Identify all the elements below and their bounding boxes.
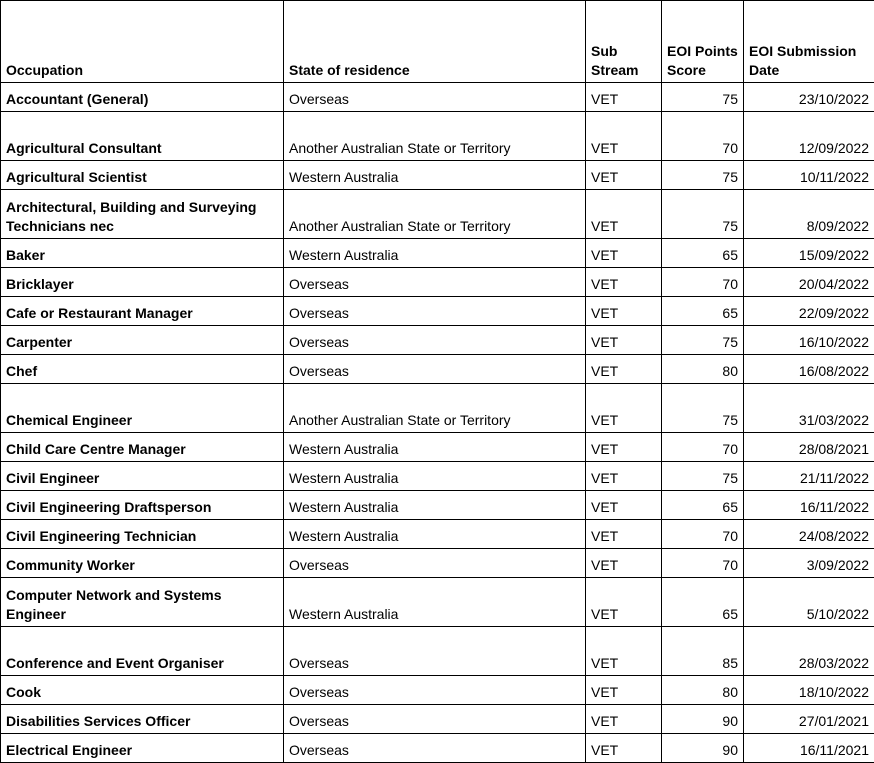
table-row — [1, 734, 874, 763]
table-row — [1, 520, 874, 549]
table-row — [1, 491, 874, 520]
cell-date: 3/09/2022 — [744, 549, 874, 578]
cell-substream: VET — [586, 190, 662, 239]
cell-points: 75 — [662, 326, 744, 355]
column-header-date: EOI Submission Date — [744, 1, 874, 83]
cell-state: Overseas — [284, 268, 586, 297]
cell-substream: VET — [586, 549, 662, 578]
cell-occupation: Agricultural Scientist — [1, 161, 284, 190]
cell-date: 18/10/2022 — [744, 676, 874, 705]
cell-state: Western Australia — [284, 578, 586, 627]
cell-occupation: Community Worker — [1, 549, 284, 578]
cell-substream: VET — [586, 734, 662, 763]
table-row — [1, 433, 874, 462]
column-header-points: EOI Points Score — [662, 1, 744, 83]
table-row — [1, 578, 874, 627]
cell-state: Overseas — [284, 297, 586, 326]
cell-date: 31/03/2022 — [744, 384, 874, 433]
cell-substream: VET — [586, 491, 662, 520]
cell-date: 10/11/2022 — [744, 161, 874, 190]
cell-points: 75 — [662, 161, 744, 190]
table-row — [1, 549, 874, 578]
cell-state: Overseas — [284, 705, 586, 734]
cell-state: Western Australia — [284, 433, 586, 462]
table-row — [1, 355, 874, 384]
cell-points: 90 — [662, 734, 744, 763]
cell-date: 22/09/2022 — [744, 297, 874, 326]
cell-state: Western Australia — [284, 491, 586, 520]
cell-occupation: Bricklayer — [1, 268, 284, 297]
cell-points: 65 — [662, 239, 744, 268]
cell-substream: VET — [586, 433, 662, 462]
cell-state: Western Australia — [284, 520, 586, 549]
cell-date: 28/08/2021 — [744, 433, 874, 462]
cell-state: Another Australian State or Territory — [284, 112, 586, 161]
column-header-state: State of residence — [284, 1, 586, 83]
table-row — [1, 676, 874, 705]
cell-points: 85 — [662, 627, 744, 676]
cell-occupation: Civil Engineering Technician — [1, 520, 284, 549]
cell-date: 5/10/2022 — [744, 578, 874, 627]
cell-date: 12/09/2022 — [744, 112, 874, 161]
cell-date: 21/11/2022 — [744, 462, 874, 491]
cell-occupation: Disabilities Services Officer — [1, 705, 284, 734]
cell-points: 70 — [662, 433, 744, 462]
cell-points: 90 — [662, 705, 744, 734]
table-row — [1, 462, 874, 491]
table-row — [1, 326, 874, 355]
cell-occupation: Civil Engineering Draftsperson — [1, 491, 284, 520]
table-row — [1, 297, 874, 326]
table-row — [1, 384, 874, 433]
table-row — [1, 705, 874, 734]
cell-date: 28/03/2022 — [744, 627, 874, 676]
cell-substream: VET — [586, 326, 662, 355]
cell-substream: VET — [586, 297, 662, 326]
column-header-substream: Sub Stream — [586, 1, 662, 83]
cell-substream: VET — [586, 239, 662, 268]
cell-substream: VET — [586, 578, 662, 627]
cell-date: 8/09/2022 — [744, 190, 874, 239]
table-row — [1, 83, 874, 112]
cell-substream: VET — [586, 161, 662, 190]
cell-state: Western Australia — [284, 161, 586, 190]
cell-state: Overseas — [284, 627, 586, 676]
cell-state: Overseas — [284, 83, 586, 112]
cell-occupation: Civil Engineer — [1, 462, 284, 491]
cell-points: 70 — [662, 549, 744, 578]
cell-occupation: Agricultural Consultant — [1, 112, 284, 161]
cell-points: 65 — [662, 578, 744, 627]
cell-points: 75 — [662, 462, 744, 491]
table-row — [1, 268, 874, 297]
cell-substream: VET — [586, 384, 662, 433]
cell-points: 65 — [662, 297, 744, 326]
cell-occupation: Architectural, Building and Surveying Technicians nec — [1, 190, 284, 239]
table-header — [1, 1, 874, 83]
cell-points: 80 — [662, 676, 744, 705]
cell-points: 65 — [662, 491, 744, 520]
cell-points: 75 — [662, 190, 744, 239]
cell-state: Another Australian State or Territory — [284, 384, 586, 433]
cell-substream: VET — [586, 520, 662, 549]
table-row — [1, 239, 874, 268]
cell-points: 80 — [662, 355, 744, 384]
table-row — [1, 627, 874, 676]
table-row — [1, 190, 874, 239]
cell-date: 16/08/2022 — [744, 355, 874, 384]
cell-points: 70 — [662, 268, 744, 297]
cell-occupation: Accountant (General) — [1, 83, 284, 112]
header-row — [1, 1, 874, 83]
cell-date: 23/10/2022 — [744, 83, 874, 112]
cell-state: Overseas — [284, 355, 586, 384]
cell-date: 15/09/2022 — [744, 239, 874, 268]
cell-substream: VET — [586, 627, 662, 676]
cell-occupation: Electrical Engineer — [1, 734, 284, 763]
cell-state: Another Australian State or Territory — [284, 190, 586, 239]
cell-occupation: Child Care Centre Manager — [1, 433, 284, 462]
cell-points: 70 — [662, 520, 744, 549]
cell-state: Overseas — [284, 326, 586, 355]
column-header-occupation: Occupation — [1, 1, 284, 83]
cell-substream: VET — [586, 112, 662, 161]
cell-date: 16/11/2021 — [744, 734, 874, 763]
cell-date: 16/10/2022 — [744, 326, 874, 355]
cell-date: 16/11/2022 — [744, 491, 874, 520]
table-row — [1, 112, 874, 161]
cell-date: 24/08/2022 — [744, 520, 874, 549]
cell-substream: VET — [586, 355, 662, 384]
cell-substream: VET — [586, 676, 662, 705]
cell-occupation: Conference and Event Organiser — [1, 627, 284, 676]
cell-occupation: Chemical Engineer — [1, 384, 284, 433]
cell-substream: VET — [586, 83, 662, 112]
cell-state: Overseas — [284, 734, 586, 763]
cell-substream: VET — [586, 268, 662, 297]
cell-points: 75 — [662, 384, 744, 433]
cell-occupation: Cafe or Restaurant Manager — [1, 297, 284, 326]
cell-state: Overseas — [284, 676, 586, 705]
table-row — [1, 161, 874, 190]
cell-state: Overseas — [284, 549, 586, 578]
cell-occupation: Baker — [1, 239, 284, 268]
cell-occupation: Chef — [1, 355, 284, 384]
cell-date: 27/01/2021 — [744, 705, 874, 734]
cell-substream: VET — [586, 462, 662, 491]
cell-occupation: Carpenter — [1, 326, 284, 355]
cell-points: 75 — [662, 83, 744, 112]
cell-occupation: Cook — [1, 676, 284, 705]
cell-occupation: Computer Network and Systems Engineer — [1, 578, 284, 627]
cell-state: Western Australia — [284, 462, 586, 491]
cell-state: Western Australia — [284, 239, 586, 268]
cell-date: 20/04/2022 — [744, 268, 874, 297]
cell-points: 70 — [662, 112, 744, 161]
table-body — [1, 83, 874, 763]
cell-substream: VET — [586, 705, 662, 734]
